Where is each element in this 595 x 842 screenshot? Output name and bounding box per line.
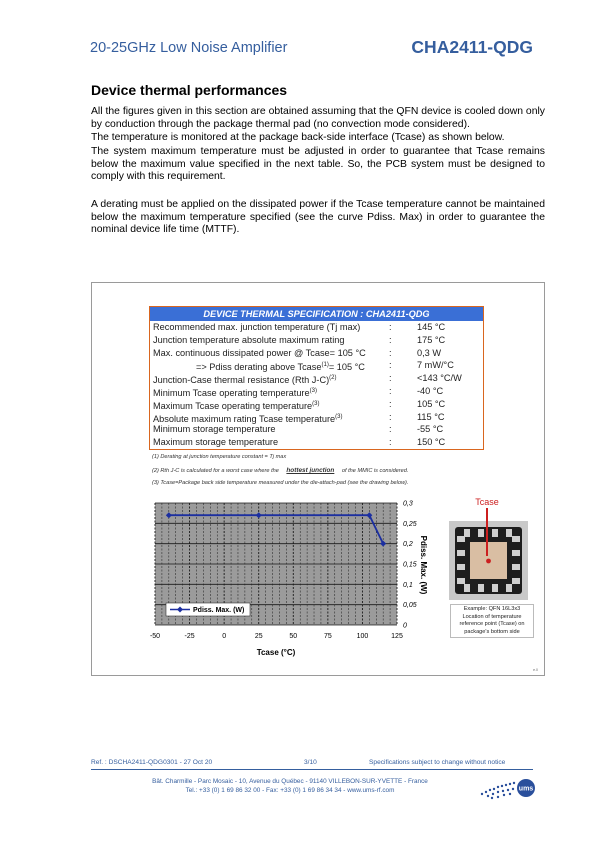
spec-separator: :	[389, 411, 392, 422]
x-axis-label: Tcase (°C)	[256, 648, 296, 657]
paragraph-system-max: The system maximum temperature must be adjusted in order to guarantee that Tcase remains below the maximum value specified in the next table. So, the PCB system must be designed to comply with this requirement.	[91, 146, 545, 183]
logo-dot	[489, 789, 491, 791]
note-3: (3) Tcase=Package back side temperature measured under the die-attach-pad (see the drawing below).	[152, 480, 409, 486]
header-left-title: 20-25GHz Low Noise Amplifier	[90, 40, 288, 56]
y-tick-label: 0,1	[403, 581, 413, 589]
spec-separator: :	[389, 386, 392, 396]
footer-address: Bât. Charmille - Parc Mosaic - 10, Avenue du Québec - 91140 VILLEBON-SUR-YVETTE - France	[152, 778, 428, 785]
package-pad	[512, 564, 520, 570]
package-pad	[464, 584, 470, 592]
logo-dot	[487, 795, 489, 797]
spec-value: -55 °C	[417, 424, 444, 435]
y-axis-label: Pdiss. Max. (W)	[419, 535, 428, 595]
caption-line: package's bottom side	[464, 628, 520, 635]
x-tick-label: 25	[254, 633, 263, 640]
spec-footnote-ref: (2)	[329, 375, 337, 382]
corner-mark: e.0	[533, 668, 538, 672]
logo-dot	[509, 783, 511, 785]
logo-text: ums	[518, 785, 534, 793]
spec-footnote-ref: (3)	[335, 413, 343, 420]
logo-dot	[497, 786, 499, 788]
spec-label: Maximum storage temperature	[153, 437, 279, 448]
y-tick-label: 0	[403, 622, 407, 630]
footer-divider	[91, 769, 533, 770]
x-tick-label: 100	[356, 633, 369, 640]
logo-dot	[502, 790, 504, 792]
spec-value: 105 °C	[417, 398, 446, 409]
spec-label: Maximum Tcase operating temperature$^{(3)}$	[153, 400, 320, 411]
note-2-end: of the MMIC is considered.	[341, 468, 409, 474]
spec-label: Minimum Tcase operating temperature$^{(3)}$	[153, 388, 317, 399]
package-pad	[464, 529, 470, 537]
spec-separator: :	[389, 360, 392, 371]
logo-dot	[513, 782, 515, 784]
spec-value: 7 mW/°C	[417, 360, 454, 371]
logo-dot	[492, 793, 494, 795]
logo-dot	[501, 785, 503, 787]
spec-value: 145 °C	[417, 322, 446, 332]
spec-value: -40 °C	[417, 386, 444, 396]
tcase-label: Tcase	[475, 497, 499, 507]
y-tick-label: 0,3	[403, 500, 413, 508]
logo-dot	[505, 784, 507, 786]
spec-value: 175 °C	[417, 334, 446, 345]
x-tick-label: 75	[323, 633, 332, 640]
spec-label: Absolute maximum rating Tcase temperature$^{(3)}$	[153, 413, 343, 424]
package-pad	[478, 529, 484, 537]
paragraph-conduction: All the figures given in this section are obtained assuming that the QFN device is cooled down only by conduction through the package thermal pad (no convection mode considered).	[91, 106, 545, 130]
spec-label: Max. continuous dissipated power @ Tcase= 105 °C	[153, 347, 366, 358]
spec-label: Junction-Case thermal resistance (Rth J-C)$^{(2)}$	[153, 375, 337, 386]
package-pad	[512, 536, 520, 542]
logo-dot	[493, 788, 495, 790]
y-tick-label: 0,15	[403, 561, 417, 569]
chart-legend	[166, 603, 250, 616]
x-tick-label: -25	[184, 633, 195, 640]
spec-separator: :	[389, 373, 392, 384]
package-pad	[492, 529, 498, 537]
x-tick-label: 125	[391, 633, 403, 640]
ums-logo	[478, 774, 538, 802]
spec-label: => Pdiss derating above Tcase$^{(1)}$= 105 °C	[196, 362, 365, 373]
package-pad	[478, 584, 484, 592]
x-tick-label: 0	[222, 633, 227, 640]
y-tick-label: 0,2	[403, 541, 413, 549]
spec-value: <143 °C/W	[417, 373, 462, 384]
spec-value: 150 °C	[417, 437, 446, 448]
logo-dot	[509, 793, 511, 795]
logo-dot	[503, 794, 505, 796]
y-tick-label: 0,05	[403, 602, 417, 610]
package-pad	[512, 578, 520, 584]
package-pad	[457, 564, 465, 570]
caption-line: Location of temperature	[462, 613, 522, 620]
spec-label: Junction temperature absolute maximum rating	[153, 334, 345, 345]
spec-separator: :	[389, 398, 392, 409]
x-tick-label: -50	[149, 633, 161, 640]
package-pad	[506, 529, 512, 537]
footer-reference: Ref. : DSCHA2411-QDG0301 - 27 Oct 20	[91, 759, 213, 766]
footer-page-number: 3/10	[304, 759, 317, 766]
package-caption	[450, 604, 534, 638]
logo-dot	[497, 791, 499, 793]
note-2-start: (2) Rth J-C is calculated for a worst case where the	[152, 468, 279, 474]
package-pad	[492, 584, 498, 592]
spec-label: Minimum storage temperature	[153, 424, 276, 435]
caption-line: Example: QFN 16L3x3	[463, 606, 521, 612]
note-2-emph: hottest junction	[286, 467, 335, 474]
header-part-number: CHA2411-QDG	[411, 37, 533, 57]
tcase-reference-point	[486, 559, 491, 564]
package-pad	[457, 536, 465, 542]
package-pad	[457, 578, 465, 584]
logo-dot	[497, 796, 499, 798]
note-1: (1) Derating at junction temperature constant = Tj max	[152, 454, 287, 460]
spec-footnote-ref: (1)	[321, 362, 329, 369]
package-pad	[512, 550, 520, 556]
x-tick-label: 50	[289, 633, 298, 640]
logo-dot	[512, 788, 514, 790]
spec-separator: :	[389, 347, 392, 358]
spec-table-title: DEVICE THERMAL SPECIFICATION : CHA2411-QDG	[150, 307, 483, 321]
spec-footnote-ref: (3)	[312, 400, 320, 407]
logo-dot	[485, 791, 487, 793]
package-pad	[457, 550, 465, 556]
logo-dot	[481, 793, 483, 795]
spec-separator: :	[389, 334, 392, 345]
spec-separator: :	[389, 437, 392, 448]
logo-dot	[507, 789, 509, 791]
qfn-package-illustration	[449, 508, 528, 600]
package-pad	[506, 584, 512, 592]
spec-separator: :	[389, 322, 392, 332]
caption-line: reference point (Tcase) on	[459, 621, 525, 627]
spec-footnote-ref: (3)	[309, 388, 317, 394]
paragraph-tcase-monitor: The temperature is monitored at the package back-side interface (Tcase) as shown below.	[91, 132, 505, 143]
legend-label: Pdiss. Max. (W)	[193, 607, 245, 614]
spec-value: 115 °C	[417, 411, 445, 422]
spec-label: Recommended max. junction temperature (Tj max)	[153, 322, 361, 332]
footer-contact: Tel.: +33 (0) 1 69 86 32 00 - Fax: +33 (0) 1 69 86 34 34 - www.ums-rf.com	[185, 787, 395, 794]
section-title: Device thermal performances	[91, 82, 288, 98]
y-tick-label: 0,25	[403, 520, 417, 528]
logo-dot	[491, 797, 493, 799]
footer-spec-note: Specifications subject to change without notice	[369, 759, 506, 766]
spec-value: 0,3 W	[417, 347, 441, 358]
spec-separator: :	[389, 424, 392, 435]
paragraph-derating: A derating must be applied on the dissipated power if the Tcase temperature cannot be maintained below the maximum temperature specified (see the curve Pdiss. Max) in order to guarantee the nominal device life time (MTTF).	[91, 199, 545, 236]
